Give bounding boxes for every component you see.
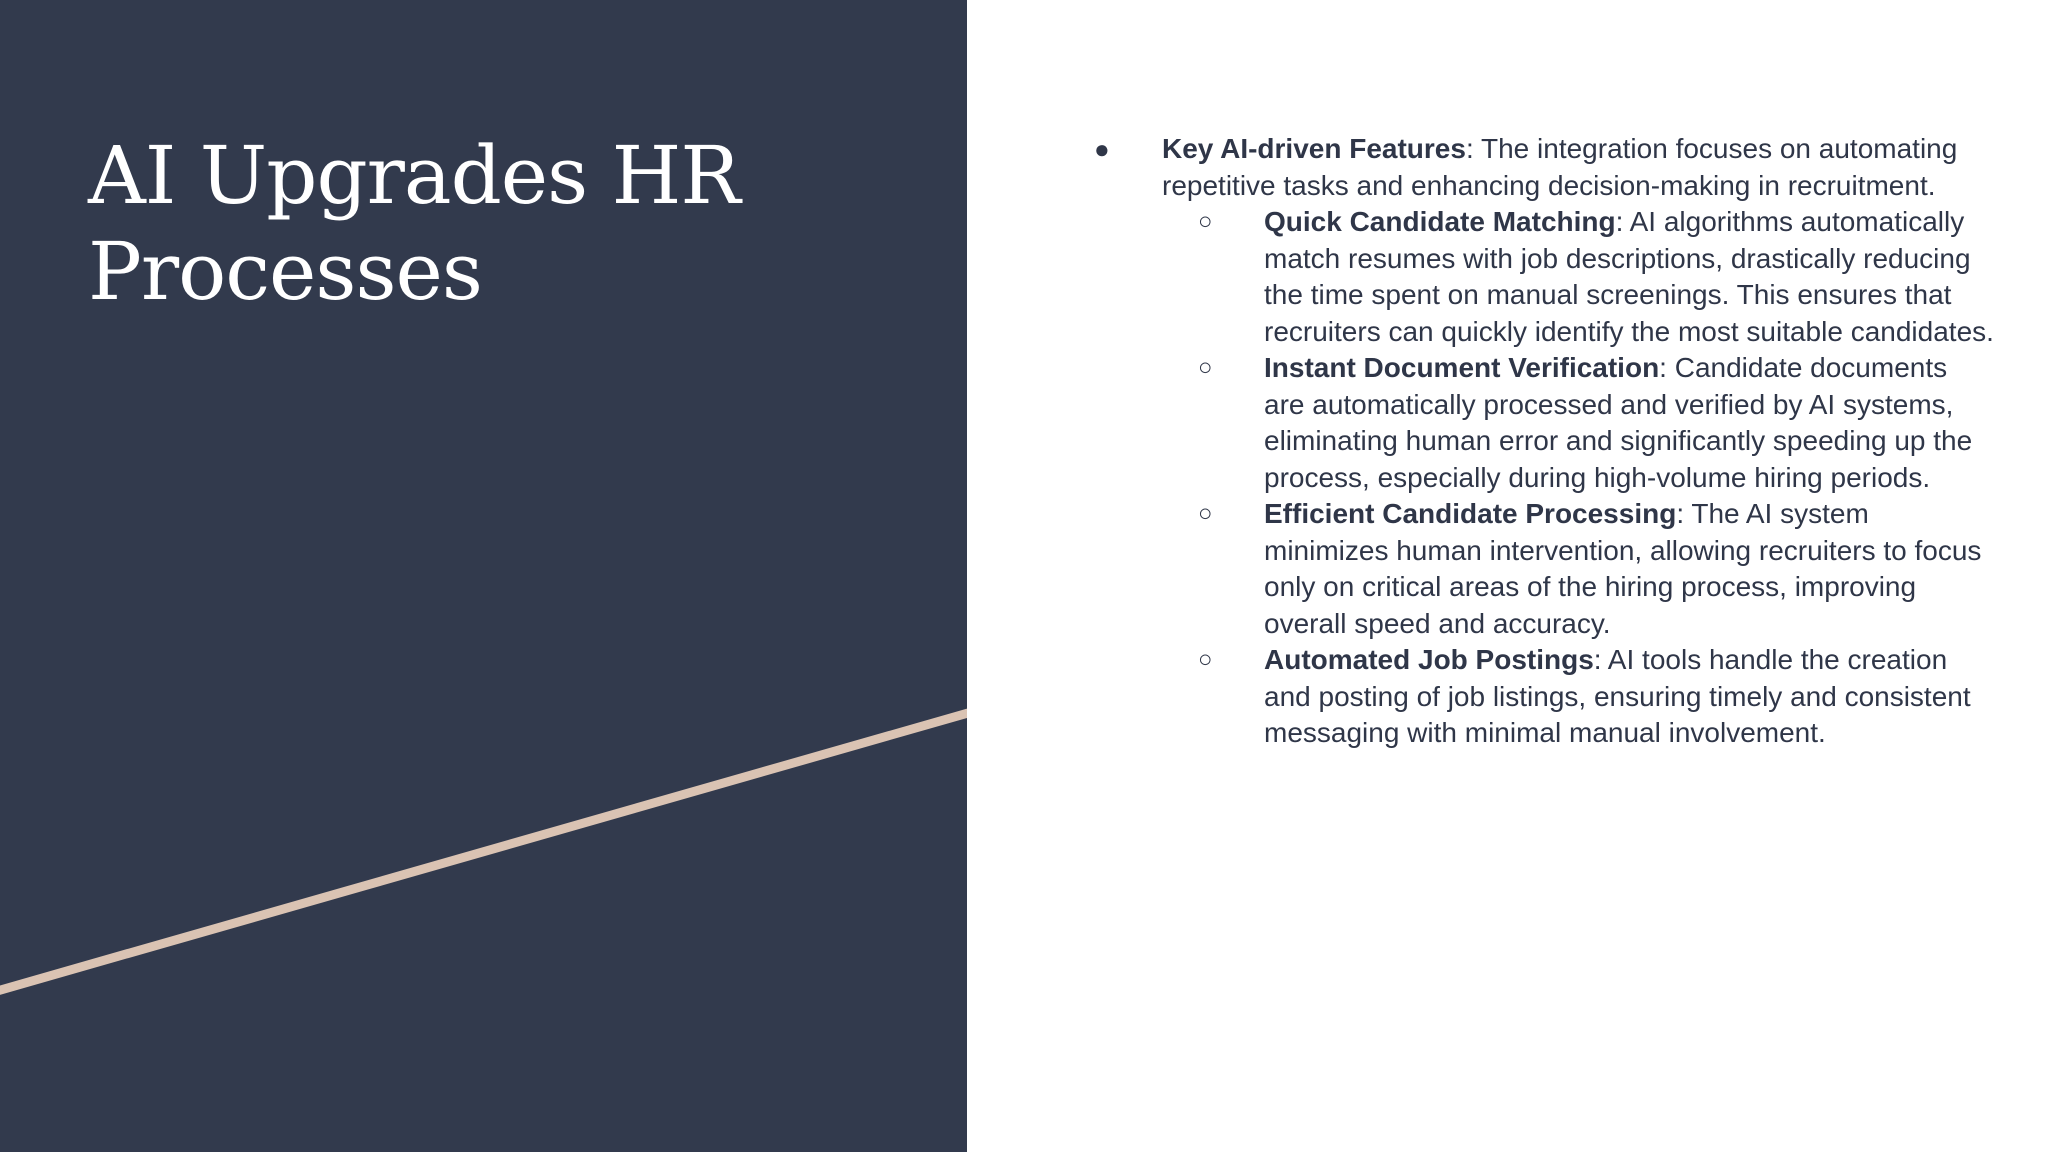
bullet-lead: Quick Candidate Matching <box>1264 206 1616 237</box>
list-item <box>1094 131 1994 204</box>
bullet-filled-icon: ● <box>1094 134 1110 164</box>
bullet-text: : AI algorithms automatically match resumes with job descriptions, drastically reducing the time spent on manual screenings. This ensures that recruiters can quickly identify the most suitable candidates. <box>1264 206 1994 347</box>
bullet-text: : AI tools handle the creation and posting of job listings, ensuring timely and consistent messaging with minimal manual involvement. <box>1264 644 1971 748</box>
list-item <box>1094 642 1994 752</box>
slide-title: AI Upgrades HR Processes <box>88 129 740 318</box>
bullet-hollow-icon: ○ <box>1198 208 1213 235</box>
bullet-lead: Instant Document Verification <box>1264 352 1660 383</box>
bullet-hollow-icon: ○ <box>1198 646 1213 673</box>
list-item <box>1094 204 1994 350</box>
bullet-list <box>1094 131 1994 752</box>
list-item <box>1094 350 1994 496</box>
bullet-lead: Key AI-driven Features <box>1162 133 1466 164</box>
bullet-hollow-icon: ○ <box>1198 500 1213 527</box>
list-item <box>1094 496 1994 642</box>
title-panel <box>0 0 967 1152</box>
bullet-lead: Efficient Candidate Processing <box>1264 498 1677 529</box>
bullet-text: : Candidate documents are automatically processed and verified by AI systems, eliminating human error and significantly speeding up the process, especially during high-volume hiring periods. <box>1264 352 1973 493</box>
bullet-lead: Automated Job Postings <box>1264 644 1594 675</box>
bullet-hollow-icon: ○ <box>1198 354 1213 381</box>
bullet-text: : The integration focuses on automating repetitive tasks and enhancing decision-making in recruitment. <box>1162 133 1958 201</box>
bullet-text: : The AI system minimizes human intervention, allowing recruiters to focus only on critical areas of the hiring process, improving overall speed and accuracy. <box>1264 498 1982 639</box>
